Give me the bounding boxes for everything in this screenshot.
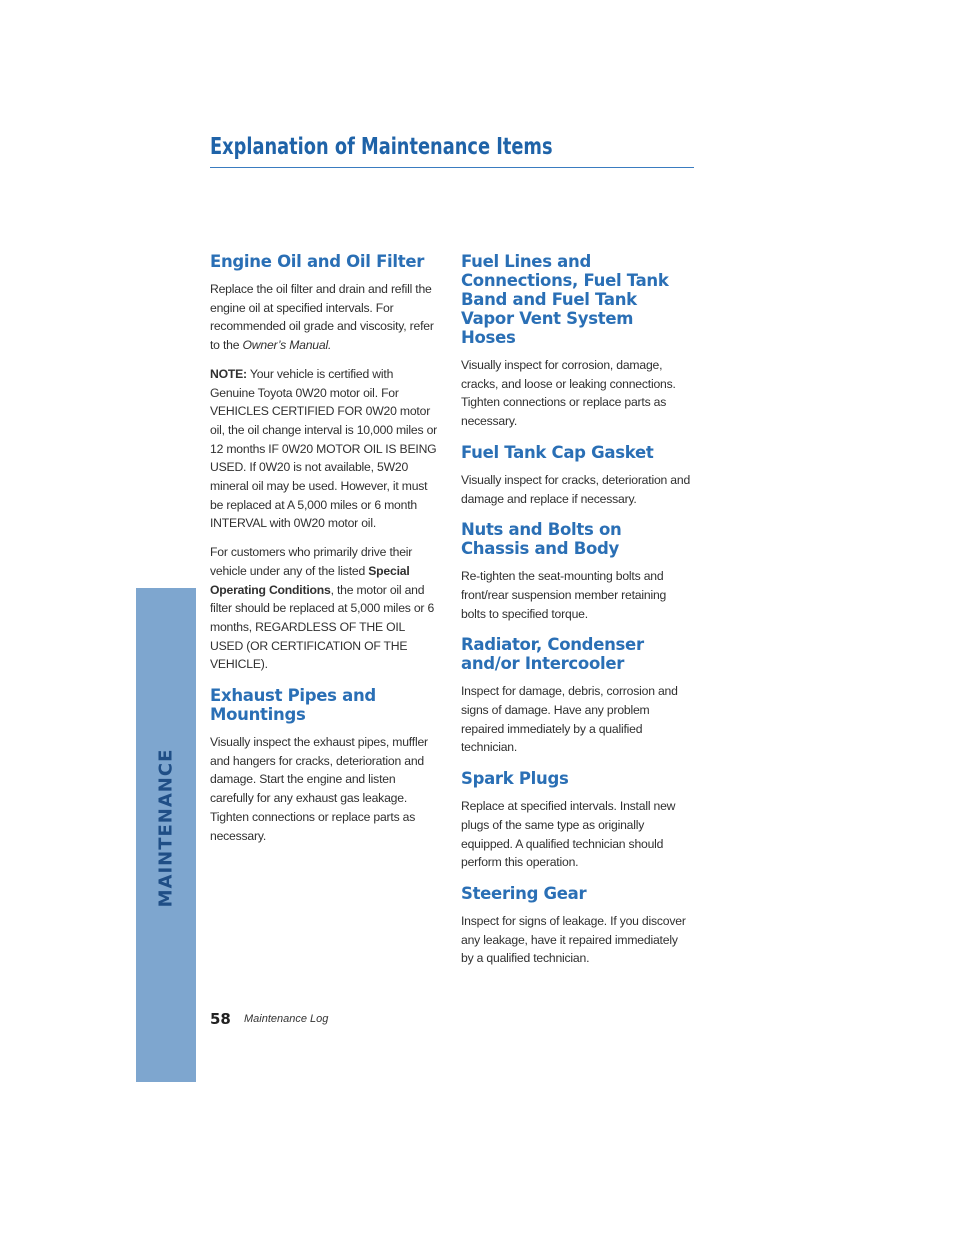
side-tab-label: MAINTENANCE — [155, 748, 177, 908]
section-engine-oil — [210, 252, 440, 674]
footer-label: Maintenance Log — [244, 1013, 329, 1025]
section-paragraph: For customers who primarily drive their vehicle under any of the listed Special Operating Conditions, the motor oil and filter should be replaced at 5,000 miles or 6 months, REGARDLESS OF THE OIL USED (OR CERTIFICATION OF THE VEHICLE). — [210, 545, 435, 672]
section-paragraph: Replace the oil filter and drain and refill the engine oil at specified intervals. For recommended oil grade and viscosity, refer to the Owner’s Manual. — [210, 282, 434, 353]
left-column — [210, 252, 440, 857]
note-label: NOTE: — [210, 366, 247, 381]
right-column — [461, 252, 691, 980]
section-nuts-bolts — [461, 520, 691, 623]
section-heading: Fuel Lines and Connections, Fuel Tank Band and Fuel Tank Vapor Vent System Hoses — [461, 252, 669, 347]
section-fuel-lines — [461, 252, 691, 431]
section-exhaust — [210, 686, 440, 845]
page-number: 58 — [210, 1010, 231, 1028]
section-heading: Spark Plugs — [461, 769, 569, 789]
title-divider — [210, 167, 694, 168]
section-heading: Exhaust Pipes and Mountings — [210, 686, 376, 725]
section-heading: Steering Gear — [461, 883, 587, 903]
section-paragraph: Replace at specified intervals. Install new plugs of the same type as originally equipped. A qualified technician should perform this operation. — [461, 799, 676, 870]
page-title: Explanation of Maintenance Items — [210, 134, 553, 160]
section-fuel-cap — [461, 443, 691, 508]
section-paragraph: Re-tighten the seat-mounting bolts and front/rear suspension member retaining bolts to specified torque. — [461, 569, 667, 621]
section-heading: Radiator, Condenser and/or Intercooler — [461, 635, 644, 674]
section-radiator — [461, 635, 691, 757]
section-paragraph: Visually inspect for corrosion, damage, cracks, and loose or leaking connections. Tighten connections or replace parts as necessary. — [461, 358, 676, 429]
section-steering — [461, 884, 691, 968]
section-spark-plugs — [461, 769, 691, 872]
section-paragraph: Visually inspect for cracks, deterioration and damage and replace if necessary. — [461, 472, 691, 506]
section-heading: Fuel Tank Cap Gasket — [461, 442, 654, 462]
section-heading: Nuts and Bolts on Chassis and Body — [461, 520, 622, 559]
section-heading: Engine Oil and Oil Filter — [210, 252, 425, 271]
section-paragraph: Inspect for damage, debris, corrosion and signs of damage. Have any problem repaired immediately by a qualified technician. — [461, 684, 678, 755]
section-paragraph: Inspect for signs of leakage. If you discover any leakage, have it repaired immediately by a qualified technician. — [461, 913, 686, 966]
note-paragraph: NOTE: Your vehicle is certified with Genuine Toyota 0W20 motor oil. For VEHICLES CERTIFIED FOR 0W20 motor oil, the oil change interval is 10,000 miles or 12 months IF 0W20 MOTOR OIL IS BEING USED. If 0W20 is not available, 5W20 mineral oil may be used. However, it must be replaced at A 5,000 miles or 6 month INTERVAL with 0W20 motor oil. — [210, 366, 438, 531]
section-paragraph: Visually inspect the exhaust pipes, muffler and hangers for cracks, deterioration and damage. Start the engine and listen carefully for any exhaust gas leakage. Tighten connections or replace parts as necessary. — [210, 735, 428, 843]
